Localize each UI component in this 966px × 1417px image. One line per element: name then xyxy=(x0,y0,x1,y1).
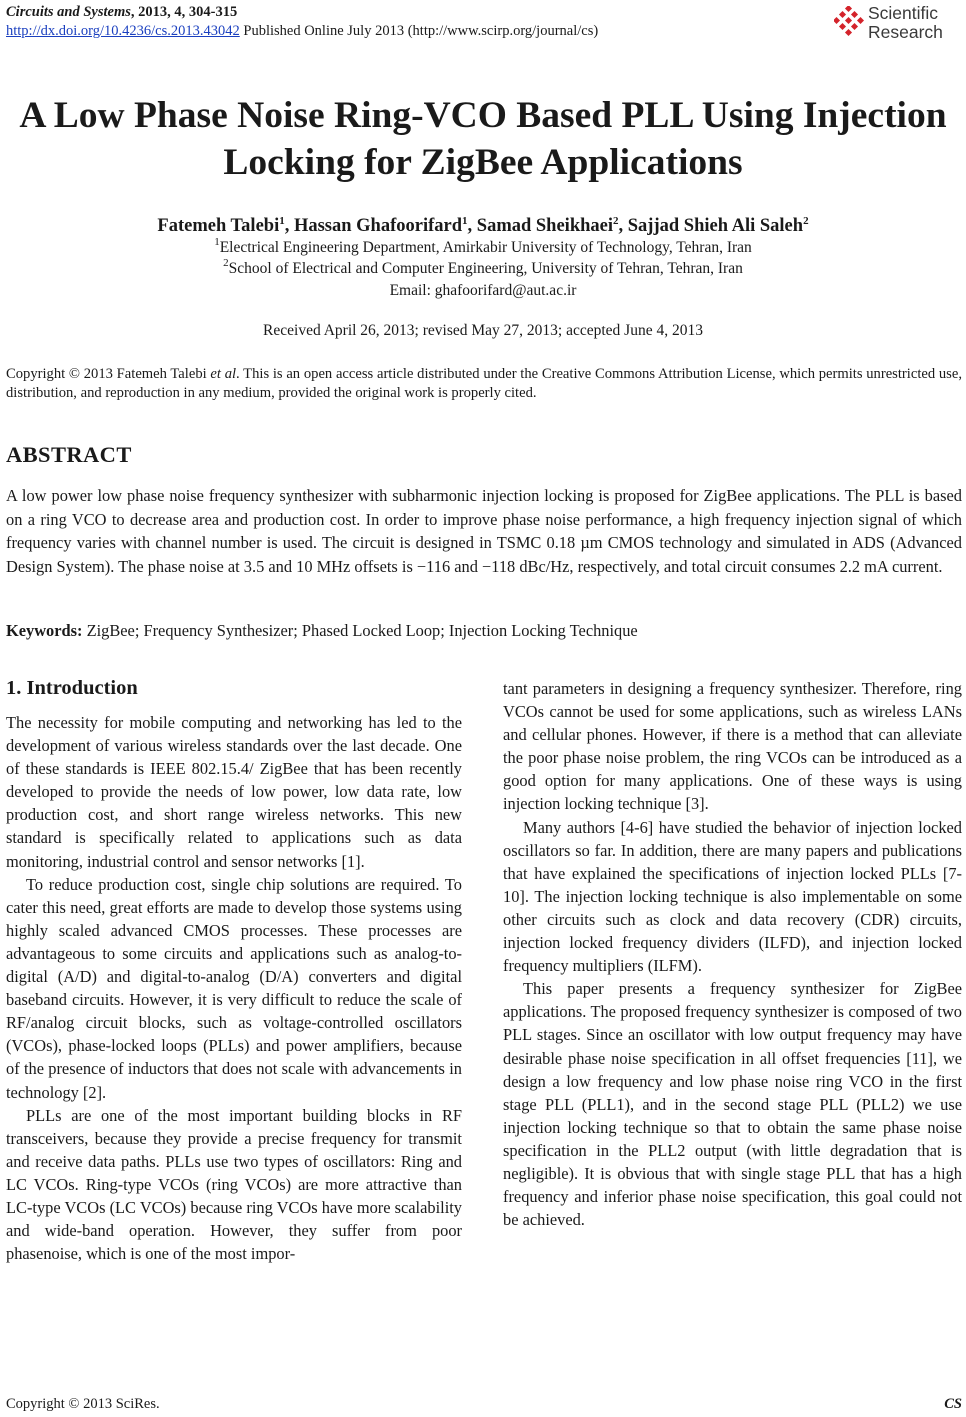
affiliation-2 xyxy=(0,259,966,279)
paragraph: tant parameters in designing a frequency synthesizer. Therefore, ring VCOs cannot be used for some applications, such as wireless LANs and cellular phones. However, if there is a method that can alleviate the poor phase noise problem, the ring VCOs can be introduced as a good option for many applications. One of these ways is using injection locking technique [3]. xyxy=(503,679,962,814)
left-column xyxy=(6,711,462,1265)
title-line-1: A Low Phase Noise Ring-VCO Based PLL Using Injection xyxy=(19,95,947,136)
received-dates: Received April 26, 2013; revised May 27, 2013; accepted June 4, 2013 xyxy=(263,322,703,339)
doi-link[interactable]: http://dx.doi.org/10.4236/cs.2013.43042 xyxy=(6,23,240,39)
paragraph: PLLs are one of the most important building blocks in RF transceivers, because they provide a precise frequency for transmit and receive data paths. PLLs use two types of oscillators: Ring and LC VCOs. Ring-type VCOs (ring VCOs) are more attractive than LC-type VCOs (LC VCOs) because ring VCOs have more scalability and wide-band operation. However, they suffer from poor phasenoise, which is one of the most impor- xyxy=(6,1105,462,1264)
author-affiliation-mark: 2 xyxy=(803,215,809,227)
copyright-notice xyxy=(6,365,962,403)
keywords-text: ZigBee; Frequency Synthesizer; Phased Locked Loop; Injection Locking Technique xyxy=(82,621,638,640)
logo-text xyxy=(868,4,943,41)
author-list: Fatemeh Talebi$^1$, Hassan Ghafoorifard$^1$, Samad Sheikhaei$^2$, Sajjad Shieh Ali Saleh$^2$ xyxy=(157,215,809,236)
paragraph: To reduce production cost, single chip solutions are required. To cater this need, great efforts are made to develop those systems using highly scaled advanced CMOS processes. These processes are advantageous to some circuits and applications such as analog-to-digital (A/D) and digital-to-analog (D/A) converters and digital baseband circuits. However, it is very difficult to reduce the scale of RF/analog circuit blocks, such as voltage-controlled oscillators (VCOs), phase-locked loops (PLLs) and power amplifiers, because of the presence of inductors that does not scale with advancements in technology [2]. xyxy=(6,874,462,1102)
keywords xyxy=(6,620,962,642)
affiliation-1 xyxy=(0,238,966,258)
logo-diamonds-icon xyxy=(834,6,864,40)
paragraph: Many authors [4-6] have studied the behavior of injection locked oscillators so far. In addition, there are many papers and publications that have explained the specifications of injection locked PLLs [7-10]. The injection locking technique is also implementable on some other circuits such as clock and data recovery (CDR) circuits, injection locked frequency dividers (ILFD), and injection locked frequency multipliers (ILFM). xyxy=(503,817,962,976)
section-heading-introduction: 1. Introduction xyxy=(6,677,138,699)
journal-name: Circuits and Systems xyxy=(6,4,131,20)
title-line-2: Locking for ZigBee Applications xyxy=(223,142,743,183)
affiliation-number: 2 xyxy=(223,257,229,269)
footer-journal-abbrev: CS xyxy=(944,1396,962,1412)
author-affiliation-mark: 1 xyxy=(462,215,468,227)
author-name: Hassan Ghafoorifard xyxy=(293,216,463,236)
logo-line-2: Research xyxy=(868,21,943,42)
abstract-heading: ABSTRACT xyxy=(6,442,132,467)
copyright-etal: et al xyxy=(210,366,237,382)
author-name: Sajjad Shieh Ali Saleh xyxy=(627,216,804,236)
affiliation-number: 1 xyxy=(214,236,220,248)
logo-line-1: Scientific xyxy=(868,3,939,23)
paper-title xyxy=(0,92,966,186)
doi-line xyxy=(6,22,598,41)
keywords-label: Keywords: xyxy=(6,621,83,640)
author-affiliation-mark: 1 xyxy=(279,215,285,227)
footer-copyright: Copyright © 2013 SciRes. xyxy=(6,1396,160,1412)
scientific-research-logo xyxy=(834,4,962,46)
published-online: Published Online July 2013 (http://www.scirp.org/journal/cs) xyxy=(239,23,599,39)
author-name: Samad Sheikhaei xyxy=(476,216,614,236)
copyright-post: . This is an open access article distributed under the Creative Commons Attribution License, which permits unrestricted use, distribution, and reproduction in any medium, provided the original work is properly cited. xyxy=(6,366,962,401)
paragraph: The necessity for mobile computing and networking has led to the development of various wireless standards over the last decade. One of these standards is IEEE 802.15.4/ ZigBee that has been recently developed to provide the needs of low power, low data rate, low production cost, and short range wireless networks. This new standard is specifically related to applications such as data monitoring, industrial control and sensor networks [1]. xyxy=(6,713,462,871)
right-column xyxy=(503,677,962,1231)
paragraph: This paper presents a frequency synthesizer for ZigBee applications. The proposed frequency synthesizer is composed of two PLL stages. Since an oscillator with low output frequency may have desirable phase noise specification in all offset frequencies [11], we design a low frequency and low phase noise ring VCO in the first stage PLL (PLL1), and in the second stage PLL (PLL2) we use injection locking technique so that to obtain the same phase noise specification in the PLL2 output (with little degradation that is negligible). It is obvious that with single stage PLL that has a high frequency and inferior phase noise specification, this goal could not be achieved. xyxy=(503,979,962,1230)
journal-citation xyxy=(6,3,237,22)
contact-email: Email: ghafoorifard@aut.ac.ir xyxy=(389,282,577,299)
abstract-body: A low power low phase noise frequency synthesizer with subharmonic injection locking is proposed for ZigBee applications. The PLL is based on a ring VCO to decrease area and production cost. In order to improve phase noise performance, a high frequency injection signal of which frequency varies with channel number is used. The circuit is designed in TSMC 0.18 µm CMOS technology and simulated in ADS (Advanced Design System). The phase noise at 3.5 and 10 MHz offsets is −116 and −118 dBc/Hz, respectively, and total circuit consumes 2.2 mA current. xyxy=(6,486,962,576)
author-affiliation-mark: 2 xyxy=(613,215,619,227)
author-name: Fatemeh Talebi xyxy=(157,216,280,236)
affiliation-text: School of Electrical and Computer Engineering, University of Tehran, Tehran, Iran xyxy=(228,260,743,277)
affiliation-text: Electrical Engineering Department, Amirkabir University of Technology, Tehran, Iran xyxy=(219,239,752,256)
copyright-pre: Copyright © 2013 Fatemeh Talebi xyxy=(6,366,211,382)
journal-volume: , 2013, 4, 304-315 xyxy=(130,4,238,20)
